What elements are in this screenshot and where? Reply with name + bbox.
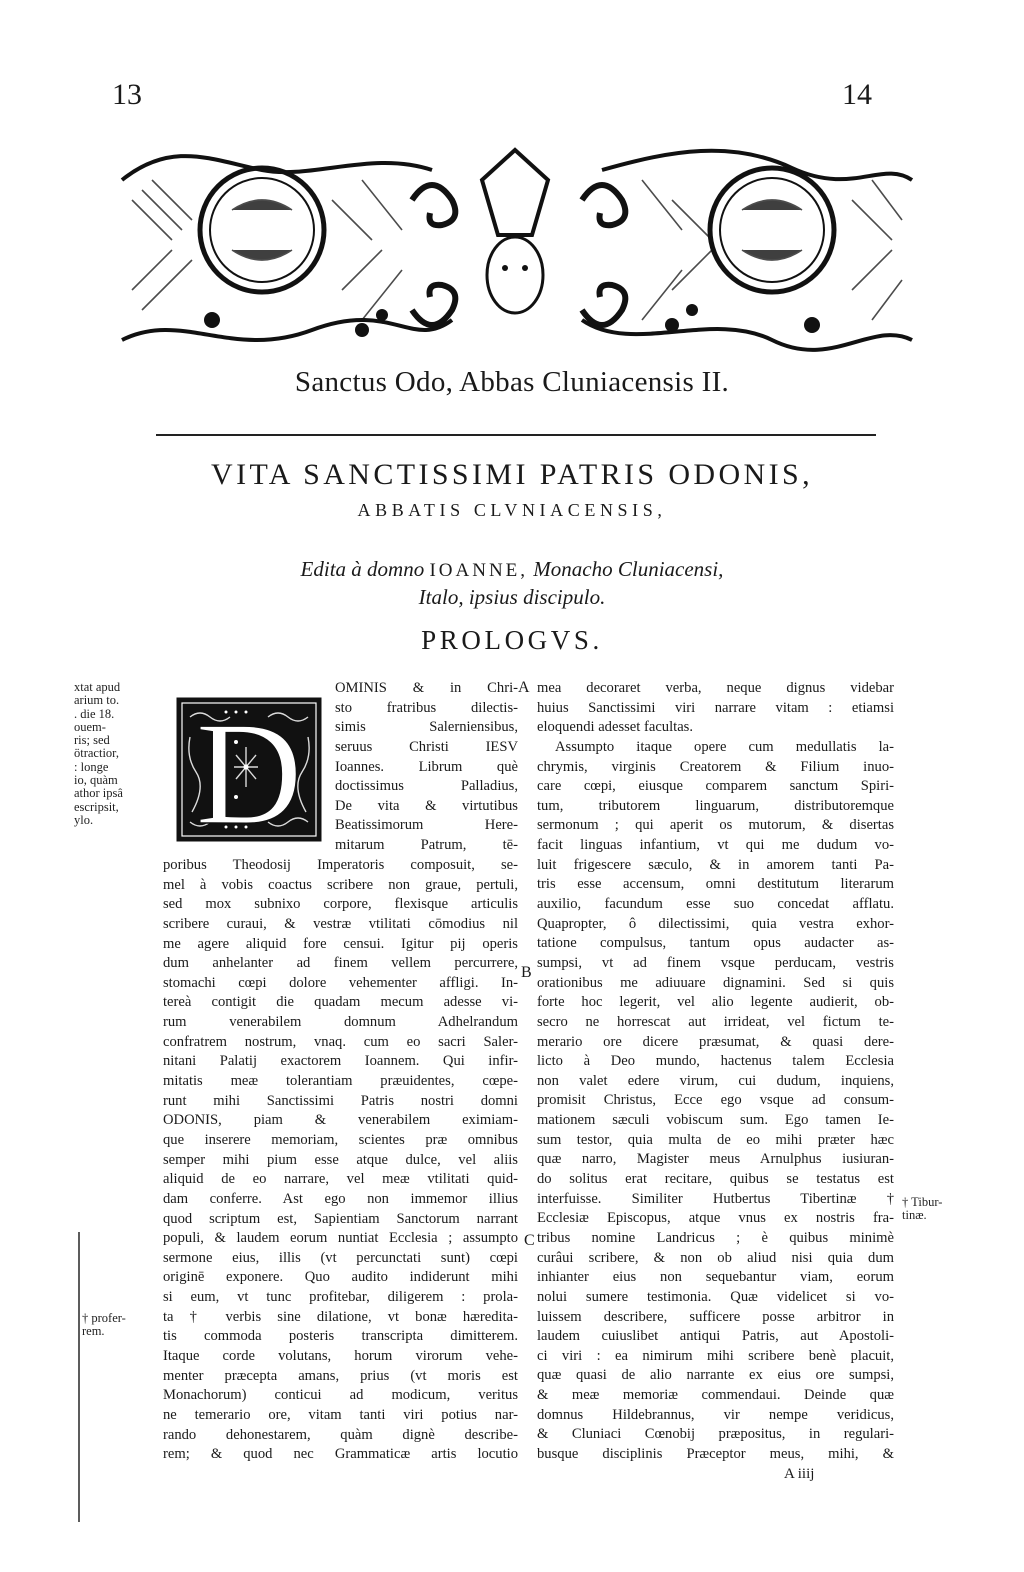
text-line: sermonum ; qui aperit os mutorum, & disertas — [537, 817, 894, 834]
text-line: mea decoraret verba, neque dignus videbar — [537, 680, 894, 696]
text-line: domnus Hildebrannus, vir nempe veridicus, — [537, 1406, 894, 1423]
text-line: mationem sæculi vobiscum sum. Ego tamen Ie- — [537, 1112, 894, 1129]
text-line: aliquid de eo narrare, vel meæ vtilitati quid- — [163, 1171, 518, 1188]
margin-note-line: ris; sed — [74, 733, 110, 748]
section-heading: PROLOGVS. — [421, 625, 603, 655]
right-column — [537, 679, 894, 1465]
text-line: Monachorum) conticui ad modicum, veritus — [163, 1387, 518, 1404]
text-line: orationibus me adiuuare dignamini. Sed si quis — [537, 974, 894, 991]
text-line: ne temerario ore, vitam tanti viri potius nar- — [163, 1406, 518, 1423]
text-line: rando dehonestarem, quàm dignè describe- — [163, 1426, 518, 1443]
text-line: semper mihi pium esse atque dulce, vel aliis — [163, 1151, 518, 1168]
text-line: si eum, vt tunc profitebar, diligerem : prola- — [163, 1289, 518, 1306]
title-rule — [156, 434, 876, 436]
margin-note-left-top — [74, 681, 152, 827]
text-line: luissem describere, sufficere posse arbitror in — [537, 1308, 894, 1325]
text-line: forte hoc legerit, vel alio legente audierit, ob- — [537, 994, 894, 1011]
text-line: seruus Christi IESV — [335, 738, 518, 755]
signature-mark: A iiij — [784, 1466, 815, 1482]
margin-note-left-bottom — [82, 1312, 142, 1339]
text-line: inhianter eius non sequebantur viam, eorum — [537, 1269, 894, 1286]
dropcap-letter: D — [195, 697, 303, 842]
text-line: Quapropter, ô dilectissimi, quia vestra exhor- — [537, 915, 894, 932]
page-number-left: 13 — [112, 78, 142, 111]
text-line: poribus Theodosij Imperatoris composuit, se- — [163, 857, 518, 873]
text-line: sumpsi, vt ad finem vsque perducam, vestris — [537, 954, 894, 971]
text-line: rem; & quod nec Grammaticæ artis locutio — [163, 1446, 518, 1463]
text-line: ODONIS, piam & venerabilem eximiam- — [163, 1112, 518, 1129]
attribution-suffix: Monacho Cluniacensi, — [533, 557, 724, 581]
text-line: menter præcepta amans, prius (vt moris est — [163, 1367, 518, 1384]
margin-note-line: ötractior, — [74, 746, 119, 761]
woodcut-headpiece-icon — [112, 140, 918, 362]
text-line: curâui scribere, & non ob aliud nisi quia dum — [537, 1249, 894, 1266]
margin-note-line: . die 18. — [74, 706, 115, 721]
text-line: rum venerabilem domnum Adhelrandum — [163, 1014, 518, 1031]
ornamental-initial-icon — [176, 697, 322, 842]
text-line: ci viri : ea nimirum mihi scribere benè placuit, — [537, 1347, 894, 1364]
text-line: dam conferre. Ast ego non immemor illius — [163, 1190, 518, 1207]
text-line: doctissimus Palladius, — [335, 778, 518, 795]
text-line: populi, & laudem eorum nuntiat Ecclesia ; assumpto — [163, 1230, 518, 1247]
text-line: stomachi cœpi dolore vehementer affligi. In- — [163, 974, 518, 991]
text-line: simis Salerniensibus, — [335, 719, 518, 736]
text-line: licto à Deo mundo, hactenus talem Ecclesia — [537, 1053, 894, 1070]
text-line: quæ narro, Magister meus Arnulphus iusiuran- — [537, 1151, 894, 1168]
text-line: tum, tributorem linguarum, distributoremque — [537, 797, 894, 814]
text-line: auxilio, facundum esse suo concedat afflatu. — [537, 896, 894, 913]
text-line: laudem cuiuslibet antiqui Patris, aut Apostoli- — [537, 1328, 894, 1345]
binding-gutter-line — [78, 1232, 80, 1522]
section-mark-c: C — [524, 1232, 535, 1249]
margin-note-line: ouem- — [74, 719, 106, 734]
work-title: VITA SANCTISSIMI PATRIS ODONIS, — [211, 458, 813, 491]
text-line: nolui sumere testimonia. Quæ videlicet si vo- — [537, 1288, 894, 1305]
text-line: sum testor, quia multa de eo mihi præter hæc — [537, 1131, 894, 1148]
left-column — [163, 856, 518, 1465]
text-line: Ecclesiæ Episcopus, atque vnus ex nostris fra- — [537, 1210, 894, 1227]
text-line: quæ quasi de alio narrante ex eius ore sumpsi, — [537, 1367, 894, 1384]
text-line: tereà contigit die quadam mecum adesse vi- — [163, 994, 518, 1011]
attribution-prefix: Edita à domno — [300, 557, 425, 581]
margin-note-line: † profer- — [82, 1311, 126, 1325]
text-line: mel à vobis coactus scribere non graue, pertuli, — [163, 876, 518, 893]
text-line: sermone eius, illis (vt percunctati sunt) cœpi — [163, 1249, 518, 1266]
margin-note-line: rem. — [82, 1324, 105, 1339]
margin-note-line: : longe — [74, 759, 109, 774]
text-line: non valet edere virum, cui dudum, inquiens, — [537, 1072, 894, 1089]
text-line: confratrem nostrum, vnaq. cum eo sacri Saler- — [163, 1033, 518, 1050]
left-column-beside-initial — [335, 679, 518, 856]
text-line: mitatis meæ tolerantiam præuidentes, cœpe- — [163, 1073, 518, 1090]
section-mark-a: A — [518, 679, 530, 696]
text-line: De vita & virtutibus — [335, 797, 518, 814]
text-line: sed mox subnixo corpore, flexisque articulis — [163, 896, 518, 913]
text-line: interfuisse. Similiter Hutbertus Tibertinæ † — [537, 1190, 894, 1207]
text-line: mitarum Patrum, tē- — [335, 837, 518, 854]
text-line: OMINIS & in Chri- — [335, 680, 518, 696]
margin-note-line: † Tibur- — [902, 1195, 943, 1209]
running-head: Sanctus Odo, Abbas Cluniacensis II. — [294, 366, 730, 398]
text-line: nitani Palatij exactorem Ioannem. Qui infir- — [163, 1053, 518, 1070]
text-line: tribus nomine Landricus ; è quibus minimè — [537, 1229, 894, 1246]
margin-note-line: athor ipsâ — [74, 786, 123, 801]
text-line: & meæ memoriæ commendaui. Deinde quæ — [537, 1387, 894, 1404]
text-line: originē exponere. Quo audito indiderunt mihi — [163, 1269, 518, 1286]
text-line: huius Sanctissimi viri narrare vitam : etiamsi — [537, 699, 894, 716]
text-line: care cœpi, eiusque comparem sanctum Spiri- — [537, 778, 894, 795]
text-line: chrymis, virginis Creatorem & Filium inuo- — [537, 758, 894, 775]
page-number-right: 14 — [842, 78, 872, 111]
text-line: promisit Christus, Ecce ego vsque ad consum- — [537, 1092, 894, 1109]
text-line: ta † verbis sine dilatione, vt bonæ hæredita- — [163, 1308, 518, 1325]
text-line: facit linguas infantium, vt qui me dudum vo- — [537, 837, 894, 854]
text-line: Itaque corde volutans, horum virorum vehe- — [163, 1348, 518, 1365]
margin-note-line: escripsit, — [74, 799, 119, 814]
margin-note-line: tinæ. — [902, 1208, 927, 1223]
text-line: Ioannes. Librum què — [335, 758, 518, 775]
margin-note-right — [902, 1196, 962, 1223]
attribution-line2: Italo, ipsius discipulo. — [418, 585, 606, 609]
text-line: do solitus erat recitare, quibus se testatus est — [537, 1171, 894, 1188]
attribution — [0, 556, 1024, 611]
text-line: Beatissimorum Here- — [335, 817, 518, 834]
text-line: merario ore dicere præsumat, & quasi dere- — [537, 1033, 894, 1050]
text-line: luit frigescere sæculo, & in amorem tanti Pa- — [537, 856, 894, 873]
text-line: tis commoda posteris transcripta dimitterem. — [163, 1328, 518, 1345]
section-mark-b: B — [521, 964, 532, 981]
text-line: me agere aliquid fore censui. Igitur pij operis — [163, 935, 518, 952]
text-line: tris esse accensum, omni destitutum literarum — [537, 876, 894, 893]
text-line: scribere curaui, & vestræ vtilitati cōmodius nil — [163, 915, 518, 932]
margin-note-line: xtat apud — [74, 680, 121, 694]
text-line: secro ne horrescat aut irrideat, vel fictum te- — [537, 1013, 894, 1030]
text-line: busque disciplinis Præceptor meus, mihi, & — [537, 1445, 894, 1462]
margin-note-line: arium to. — [74, 693, 120, 708]
text-line: que inserere memoriam, scientes præ omnibus — [163, 1131, 518, 1148]
attribution-name: IOANNE, — [429, 560, 529, 581]
text-line: runt mihi Sanctissimi Patris nostri domni — [163, 1092, 518, 1109]
text-line: dum anhelanter ad finem vellem percurrere, — [163, 955, 518, 972]
margin-note-line: io, quàm — [74, 773, 118, 788]
text-line: & Cluniaci Cœnobij præpositus, in regulari- — [537, 1426, 894, 1443]
text-line: tatione compulsus, tantum opus audacter as- — [537, 935, 894, 952]
text-line: quod scriptum est, Sapientiam Sanctorum narrant — [163, 1210, 518, 1227]
text-line: eloquendi adesset facultas. — [537, 719, 694, 736]
work-subtitle: ABBATIS CLVNIACENSIS, — [357, 500, 667, 520]
text-line: sto fratribus dilectis- — [335, 699, 518, 716]
margin-note-line: ylo. — [74, 812, 94, 827]
text-line: Assumpto itaque opere cum medullatis la- — [555, 738, 894, 755]
